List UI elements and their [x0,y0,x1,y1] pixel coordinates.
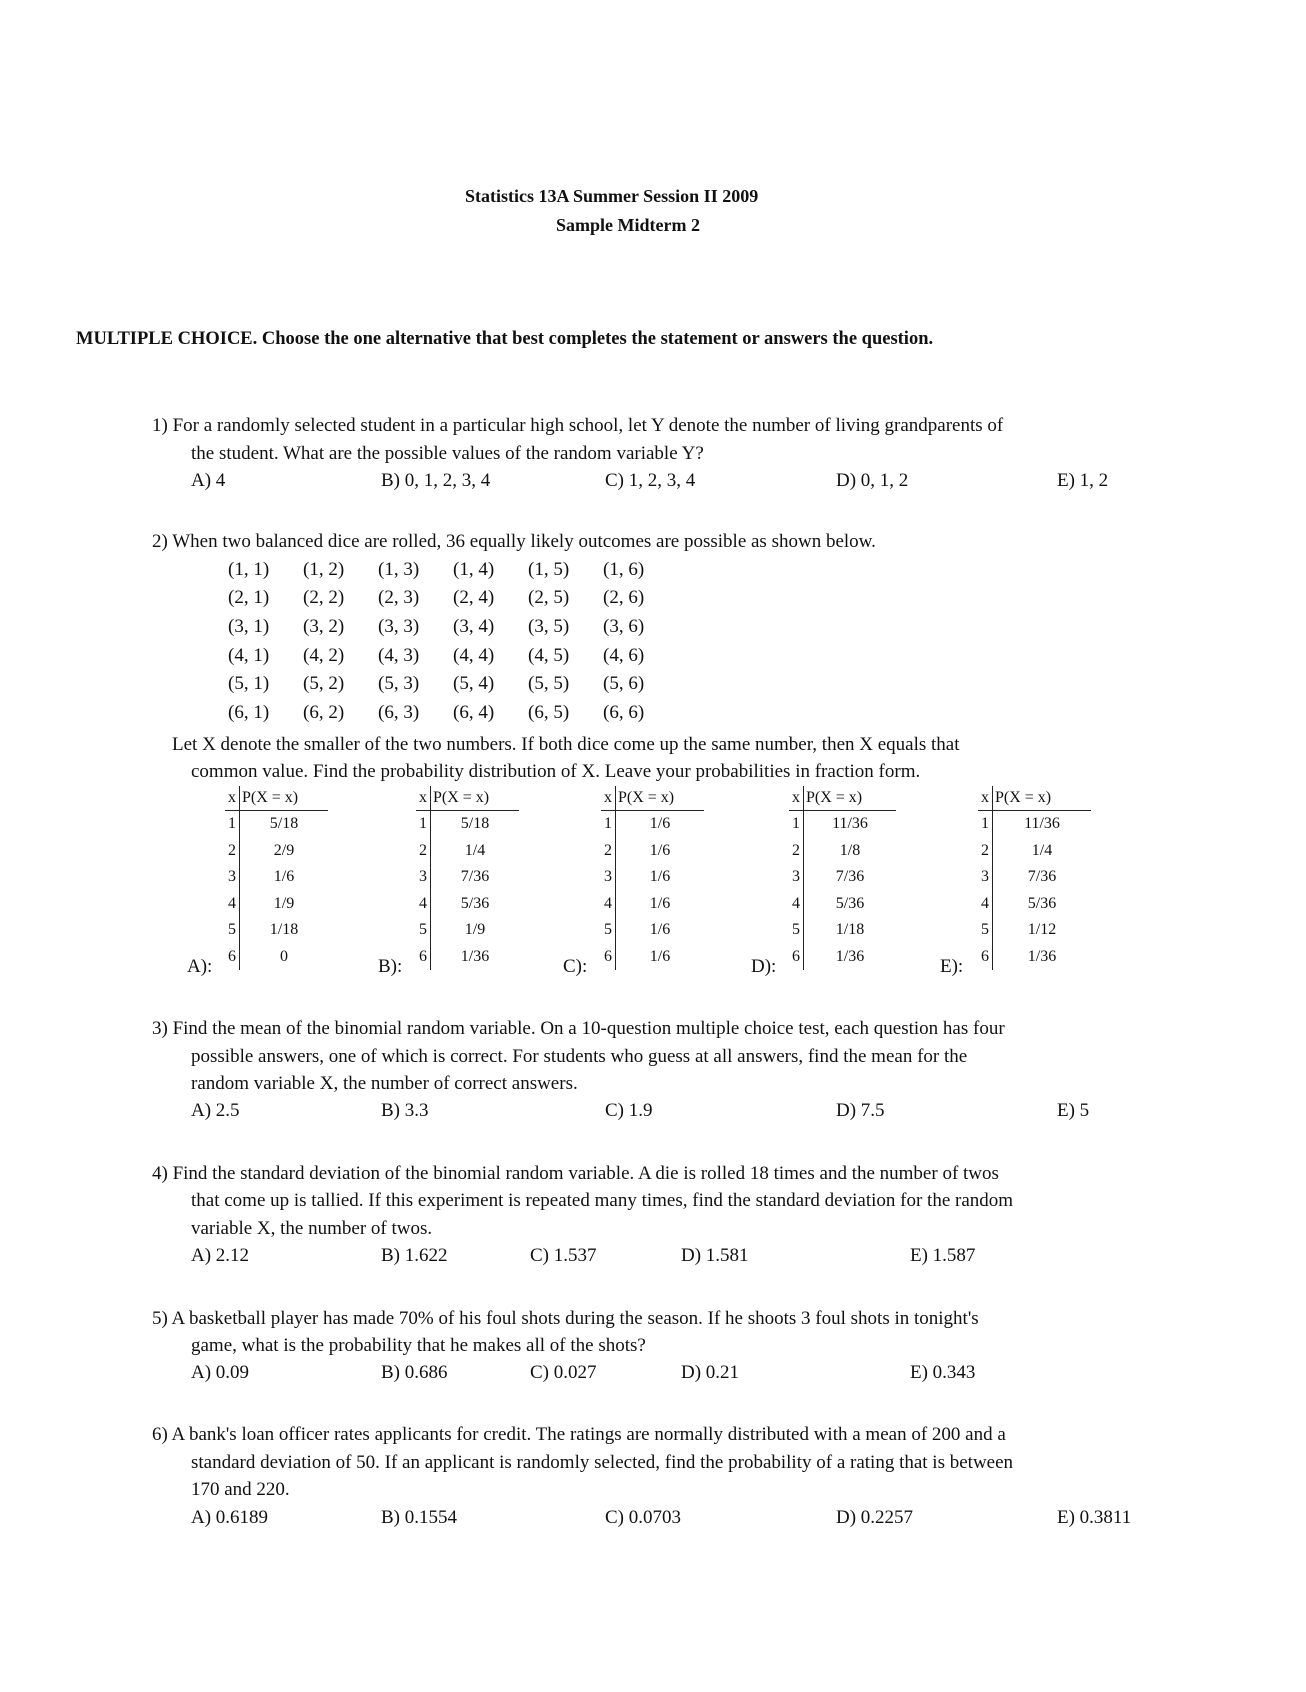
dice-outcome: (2, 3) [378,587,420,608]
probability-value: 1/18 [835,921,865,938]
table-header-x: x [789,786,804,811]
x-value: 2 [416,838,431,865]
x-value: 2 [978,838,993,865]
question-3-option-a: A) 2.5 [191,1100,240,1121]
table-row [601,891,704,918]
table-row [416,917,519,944]
dice-outcome: (2, 1) [228,587,270,608]
probability-value: 1/6 [649,921,671,938]
probability-value: 1/8 [839,841,861,859]
question-4-option-e: E) 1.587 [910,1245,976,1266]
table-row [601,838,704,865]
question-5-option-c: C) 0.027 [530,1362,597,1383]
dice-outcome: (1, 1) [228,559,270,580]
x-value: 6 [601,944,616,971]
x-value: 4 [978,891,993,918]
x-value: 1 [416,811,431,838]
table-row [789,917,896,944]
dice-outcome: (1, 5) [528,559,570,580]
x-value: 6 [225,944,240,971]
table-row [416,891,519,918]
question-6-text-line2: standard deviation of 50. If an applicant is randomly selected, find the probability of a rating that is between [191,1452,1014,1473]
table-row [601,864,704,891]
table-row [978,838,1091,865]
probability-value: 1/4 [1031,841,1053,859]
question-1-option-b: B) 0, 1, 2, 3, 4 [381,470,491,491]
question-4-option-c: C) 1.537 [530,1245,597,1266]
question-6-option-d: D) 0.2257 [836,1507,914,1528]
probability-value: 0 [280,947,288,965]
question-4-text-line3: variable X, the number of twos. [191,1218,433,1239]
exam-subtitle: Sample Midterm 2 [556,215,700,235]
dice-outcome: (2, 5) [528,587,570,608]
dice-outcome: (3, 4) [453,616,495,637]
question-5-option-d: D) 0.21 [681,1362,740,1383]
table-row [978,917,1091,944]
question-1-option-a: A) 4 [191,470,226,491]
x-value: 5 [789,917,804,944]
table-row [601,944,704,971]
x-value: 5 [225,917,240,944]
dice-outcome: (5, 1) [228,673,270,694]
question-1-text-line1: 1) For a randomly selected student in a particular high school, let Y denote the number of living grandparents of [152,415,1004,436]
table-header-x: x [416,786,431,811]
distribution-option-label: C): [563,956,588,977]
distribution-table [601,786,704,970]
question-4-option-a: A) 2.12 [191,1245,250,1266]
question-1-option-d: D) 0, 1, 2 [836,470,909,491]
dice-outcome: (6, 3) [378,702,420,723]
probability-value: 5/36 [1027,894,1057,912]
probability-value: 1/6 [649,947,671,965]
x-value: 6 [416,944,431,971]
table-row [978,811,1091,838]
table-row [601,917,704,944]
table-header-probability: P(X = x) [804,786,897,811]
dice-outcome: (2, 2) [303,587,345,608]
dice-outcome: (4, 1) [228,645,270,666]
table-row [225,811,328,838]
table-row [416,944,519,971]
probability-value: 7/36 [835,868,865,885]
probability-value: 5/36 [835,894,865,912]
probability-value: 5/18 [460,815,490,832]
dice-outcome: (1, 6) [603,559,645,580]
probability-value: 1/36 [1027,947,1057,965]
distribution-table [789,786,896,970]
table-row [416,864,519,891]
x-value: 1 [789,811,804,838]
question-3-option-c: C) 1.9 [605,1100,653,1121]
table-row [416,838,519,865]
question-3-text-line2: possible answers, one of which is correct. For students who guess at all answers, find the mean for the [191,1046,968,1067]
x-value: 2 [601,838,616,865]
probability-value: 1/9 [273,894,295,912]
question-6-text-line3: 170 and 220. [191,1479,290,1500]
dice-outcome: (6, 1) [228,702,270,723]
table-row [789,944,896,971]
probability-value: 1/36 [460,947,490,965]
x-value: 5 [601,917,616,944]
dice-outcome: (3, 3) [378,616,420,637]
dice-outcome: (3, 5) [528,616,570,637]
table-row [789,864,896,891]
distribution-option-label: B): [378,956,403,977]
table-row [225,864,328,891]
x-value: 3 [978,864,993,891]
question-6-option-e: E) 0.3811 [1057,1507,1132,1528]
question-4-text-line1: 4) Find the standard deviation of the binomial random variable. A die is rolled 18 times and the number of twos [152,1163,999,1184]
question-3-text-line3: random variable X, the number of correct answers. [191,1073,578,1094]
dice-outcome: (6, 6) [603,702,645,723]
x-value: 2 [789,838,804,865]
distribution-option-label: E): [940,956,964,977]
question-5-text-line2: game, what is the probability that he makes all of the shots? [191,1335,646,1356]
x-value: 1 [601,811,616,838]
dice-outcome: (5, 6) [603,673,645,694]
dice-outcome: (3, 1) [228,616,270,637]
dice-outcome: (1, 3) [378,559,420,580]
distribution-table [225,786,328,970]
table-row [225,838,328,865]
table-row [789,811,896,838]
table-header-probability: P(X = x) [616,786,705,811]
x-value: 6 [978,944,993,971]
exam-title: Statistics 13A Summer Session II 2009 [465,186,759,206]
x-value: 5 [416,917,431,944]
question-5-option-a: A) 0.09 [191,1362,250,1383]
dice-outcome: (2, 6) [603,587,645,608]
table-row [225,891,328,918]
probability-value: 1/4 [464,841,486,859]
question-6-option-c: C) 0.0703 [605,1507,681,1528]
question-3-option-b: B) 3.3 [381,1100,429,1121]
probability-value: 7/36 [1027,868,1057,885]
question-3-option-d: D) 7.5 [836,1100,885,1121]
table-header-probability: P(X = x) [431,786,520,811]
dice-outcome: (4, 3) [378,645,420,666]
dice-outcome: (4, 5) [528,645,570,666]
question-3-text-line1: 3) Find the mean of the binomial random variable. On a 10-question multiple choice test, each question has four [152,1018,1005,1039]
table-header-x: x [978,786,993,811]
table-header-probability: P(X = x) [240,786,329,811]
question-4-text-line2: that come up is tallied. If this experiment is repeated many times, find the standard deviation for the random [191,1190,1014,1211]
dice-outcome: (4, 2) [303,645,345,666]
section-instructions: MULTIPLE CHOICE. Choose the one alternative that best completes the statement or answers the question. [76,329,934,349]
x-value: 4 [601,891,616,918]
question-4-option-d: D) 1.581 [681,1245,749,1266]
probability-value: 11/36 [832,815,868,832]
table-row [978,891,1091,918]
x-value: 1 [978,811,993,838]
question-5-text-line1: 5) A basketball player has made 70% of his foul shots during the season. If he shoots 3 foul shots in tonight's [152,1308,979,1329]
probability-value: 1/6 [649,894,671,912]
probability-value: 5/18 [269,815,299,832]
question-6-text-line1: 6) A bank's loan officer rates applicants for credit. The ratings are normally distributed with a mean of 200 and a [152,1424,1006,1445]
dice-outcome: (6, 5) [528,702,570,723]
question-5-option-e: E) 0.343 [910,1362,976,1383]
question-2-text-line1: 2) When two balanced dice are rolled, 36 equally likely outcomes are possible as shown below. [152,531,876,552]
question-2-text-line2: Let X denote the smaller of the two numbers. If both dice come up the same number, then X equals that [172,734,960,755]
distribution-option-label: A): [187,956,213,977]
probability-value: 11/36 [1024,815,1060,832]
dice-outcome: (6, 2) [303,702,345,723]
table-row [978,944,1091,971]
probability-value: 1/6 [649,841,671,859]
x-value: 3 [416,864,431,891]
table-header-x: x [225,786,240,811]
probability-value: 1/12 [1027,921,1057,938]
probability-value: 5/36 [460,894,490,912]
question-1-option-e: E) 1, 2 [1057,470,1109,491]
x-value: 3 [789,864,804,891]
x-value: 3 [225,864,240,891]
probability-value: 1/36 [835,947,865,965]
x-value: 3 [601,864,616,891]
table-header-probability: P(X = x) [993,786,1092,811]
probability-value: 1/18 [269,921,299,938]
dice-outcome: (1, 4) [453,559,495,580]
dice-outcome: (6, 4) [453,702,495,723]
question-6-option-b: B) 0.1554 [381,1507,457,1528]
dice-outcome: (2, 4) [453,587,495,608]
dice-outcome: (5, 5) [528,673,570,694]
distribution-option-label: D): [751,956,777,977]
dice-outcome: (3, 2) [303,616,345,637]
dice-outcome: (5, 2) [303,673,345,694]
dice-outcome: (4, 6) [603,645,645,666]
question-2-text-line3: common value. Find the probability distribution of X. Leave your probabilities in fraction form. [191,761,921,782]
x-value: 2 [225,838,240,865]
table-row [978,864,1091,891]
x-value: 1 [225,811,240,838]
x-value: 5 [978,917,993,944]
probability-value: 7/36 [460,868,490,885]
x-value: 6 [789,944,804,971]
dice-outcome: (5, 3) [378,673,420,694]
table-header-x: x [601,786,616,811]
dice-outcome: (1, 2) [303,559,345,580]
question-1-option-c: C) 1, 2, 3, 4 [605,470,696,491]
question-4-option-b: B) 1.622 [381,1245,448,1266]
x-value: 4 [416,891,431,918]
table-row [601,811,704,838]
table-row [225,944,328,971]
x-value: 4 [789,891,804,918]
question-6-option-a: A) 0.6189 [191,1507,269,1528]
distribution-table [416,786,519,970]
distribution-table [978,786,1091,970]
table-row [789,838,896,865]
probability-value: 1/9 [464,921,486,938]
table-row [416,811,519,838]
dice-outcome: (5, 4) [453,673,495,694]
dice-outcome: (3, 6) [603,616,645,637]
question-3-option-e: E) 5 [1057,1100,1090,1121]
dice-outcome: (4, 4) [453,645,495,666]
table-row [225,917,328,944]
probability-value: 1/6 [649,815,671,832]
probability-value: 1/6 [649,868,671,885]
x-value: 4 [225,891,240,918]
probability-value: 1/6 [273,868,295,885]
question-5-option-b: B) 0.686 [381,1362,448,1383]
probability-value: 2/9 [273,841,295,859]
question-1-text-line2: the student. What are the possible values of the random variable Y? [191,443,704,464]
table-row [789,891,896,918]
